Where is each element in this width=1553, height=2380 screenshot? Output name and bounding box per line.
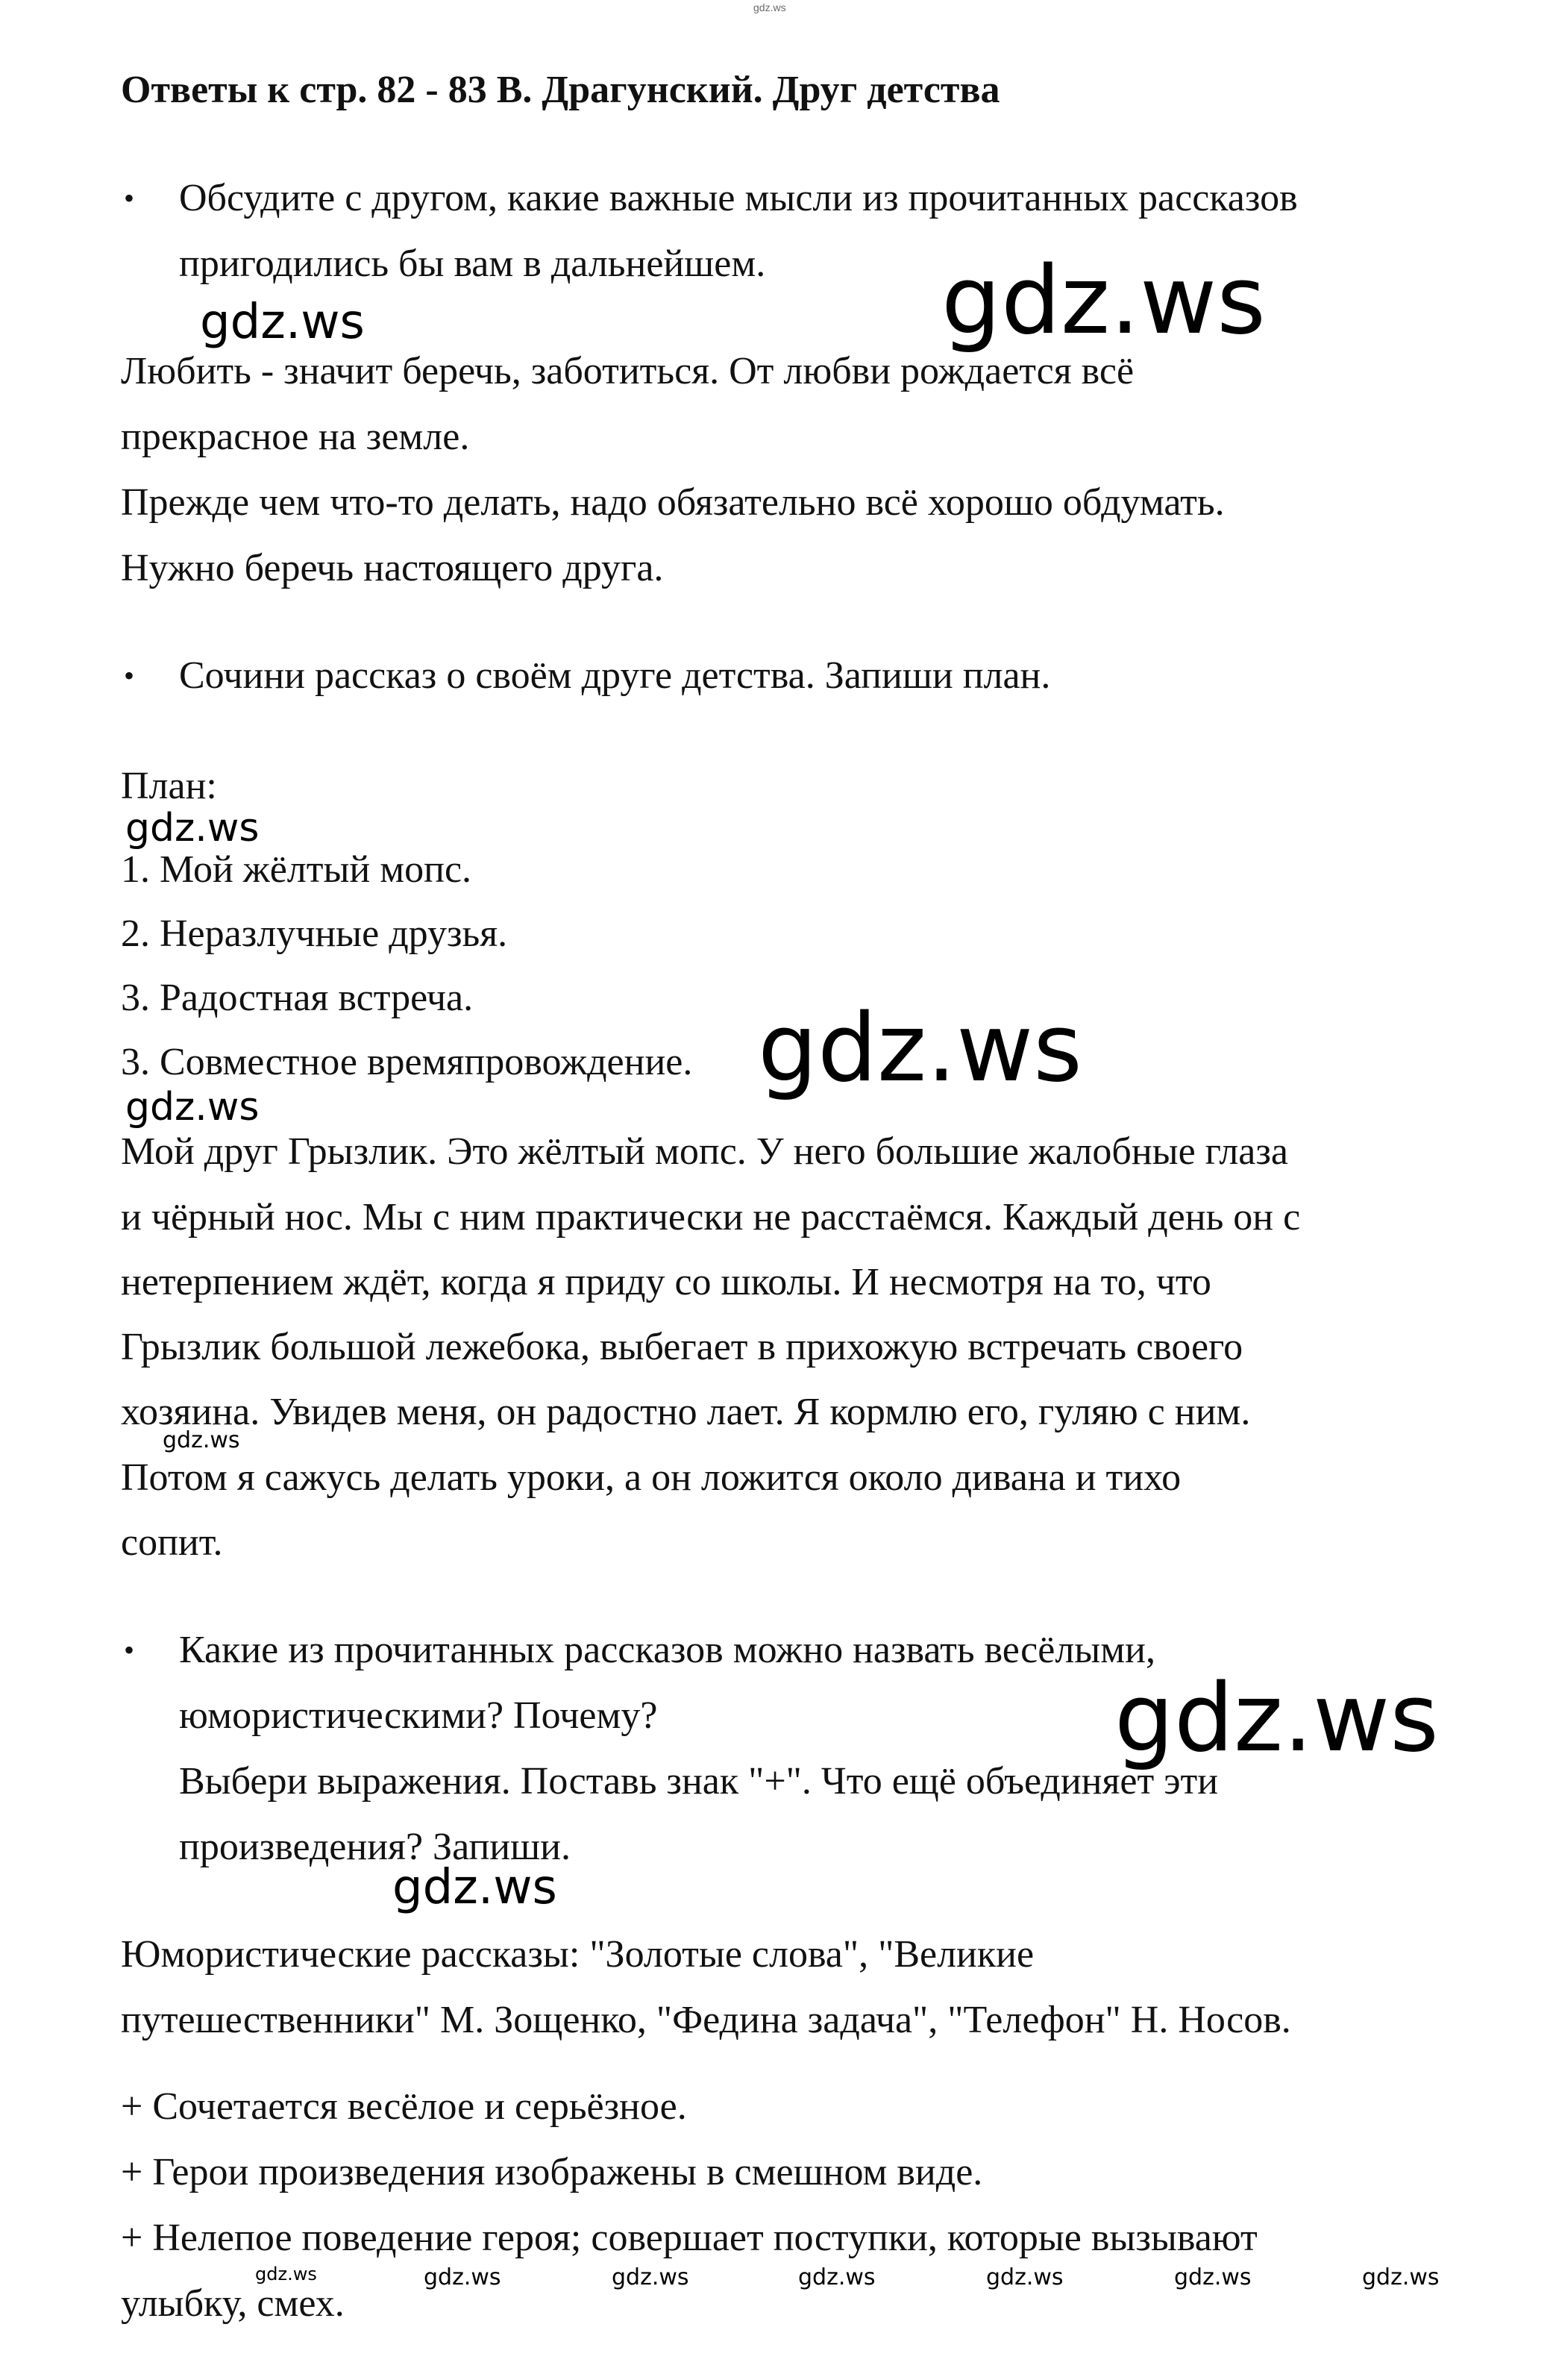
answer-3-line-2: путешественники" М. Зощенко, "Федина задача", "Телефон" Н. Носов. [121,1999,1291,2041]
story-line-6: Потом я сажусь делать уроки, а он ложится около дивана и тихо [121,1456,1182,1499]
answer-1-line-1: Любить - значит беречь, заботиться. От любви рождается всё [121,350,1135,392]
watermark: gdz.ws [1114,1663,1439,1773]
header-watermark: gdz.ws [753,1,786,13]
watermark: gdz.ws [424,2264,501,2290]
question-3-line-4: произведения? Запиши. [179,1826,571,1868]
plus-item-4: улыбку, смех. [121,2282,345,2325]
story-line-7: сопит. [121,1521,223,1564]
bullet-marker: • [124,181,135,215]
watermark: gdz.ws [986,2264,1064,2290]
plan-item-2: 2. Неразлучные друзья. [121,912,508,955]
plan-item-1: 1. Мой жёлтый мопс. [121,848,472,891]
question-3-line-2: юмористическими? Почему? [179,1694,658,1737]
plan-item-3: 3. Радостная встреча. [121,977,474,1019]
plan-label: План: [121,765,217,807]
question-3-line-3: Выбери выражения. Поставь знак "+". Что ещё объединяет эти [179,1760,1219,1803]
answer-1-line-4: Нужно беречь настоящего друга. [121,547,664,589]
watermark: gdz.ws [1174,2264,1252,2290]
bullet-marker: • [124,659,135,692]
answer-1-line-2: прекрасное на земле. [121,416,470,458]
watermark: gdz.ws [255,2264,317,2285]
watermark: gdz.ws [1362,2264,1440,2290]
watermark: gdz.ws [758,993,1082,1103]
bullet-marker: • [124,1633,135,1667]
answer-3-line-1: Юмористические рассказы: "Золотые слова", "Великие [121,1933,1035,1976]
story-line-1: Мой друг Грызлик. Это жёлтый мопс. У него большие жалобные глаза [121,1130,1289,1173]
watermark: gdz.ws [392,1860,557,1915]
story-line-2: и чёрный нос. Мы с ним практически не расстаёмся. Каждый день он с [121,1196,1301,1238]
story-line-5: хозяина. Увидев меня, он радостно лает. Я кормлю его, гуляю с ним. [121,1391,1251,1433]
watermark: gdz.ws [612,2264,689,2290]
story-line-4: Грызлик большой лежебока, выбегает в прихожую встречать своего [121,1326,1243,1368]
story-line-3: нетерпением ждёт, когда я приду со школы. И несмотря на то, что [121,1261,1211,1303]
watermark: gdz.ws [125,806,260,851]
watermark: gdz.ws [163,1427,240,1453]
watermark: gdz.ws [941,245,1266,355]
question-3-line-1: Какие из прочитанных рассказов можно назвать весёлыми, [179,1629,1155,1671]
answer-1-line-3: Прежде чем что-то делать, надо обязательно всё хорошо обдумать. [121,481,1225,524]
plus-item-2: + Герои произведения изображены в смешном виде. [121,2151,983,2193]
page-title: Ответы к стр. 82 - 83 В. Драгунский. Друг детства [121,69,1000,111]
watermark: gdz.ws [200,295,365,350]
watermark: gdz.ws [125,1085,260,1130]
watermark: gdz.ws [798,2264,876,2290]
plus-item-3: + Нелепое поведение героя; совершает поступки, которые вызывают [121,2217,1258,2259]
plus-item-1: + Сочетается весёлое и серьёзное. [121,2085,687,2128]
question-2-line-1: Сочини рассказ о своём друге детства. Запиши план. [179,654,1051,697]
question-1-line-2: пригодились бы вам в дальнейшем. [179,242,766,285]
question-1-line-1: Обсудите с другом, какие важные мысли из прочитанных рассказов [179,177,1298,219]
plan-item-4: 3. Совместное времяпровождение. [121,1041,693,1083]
